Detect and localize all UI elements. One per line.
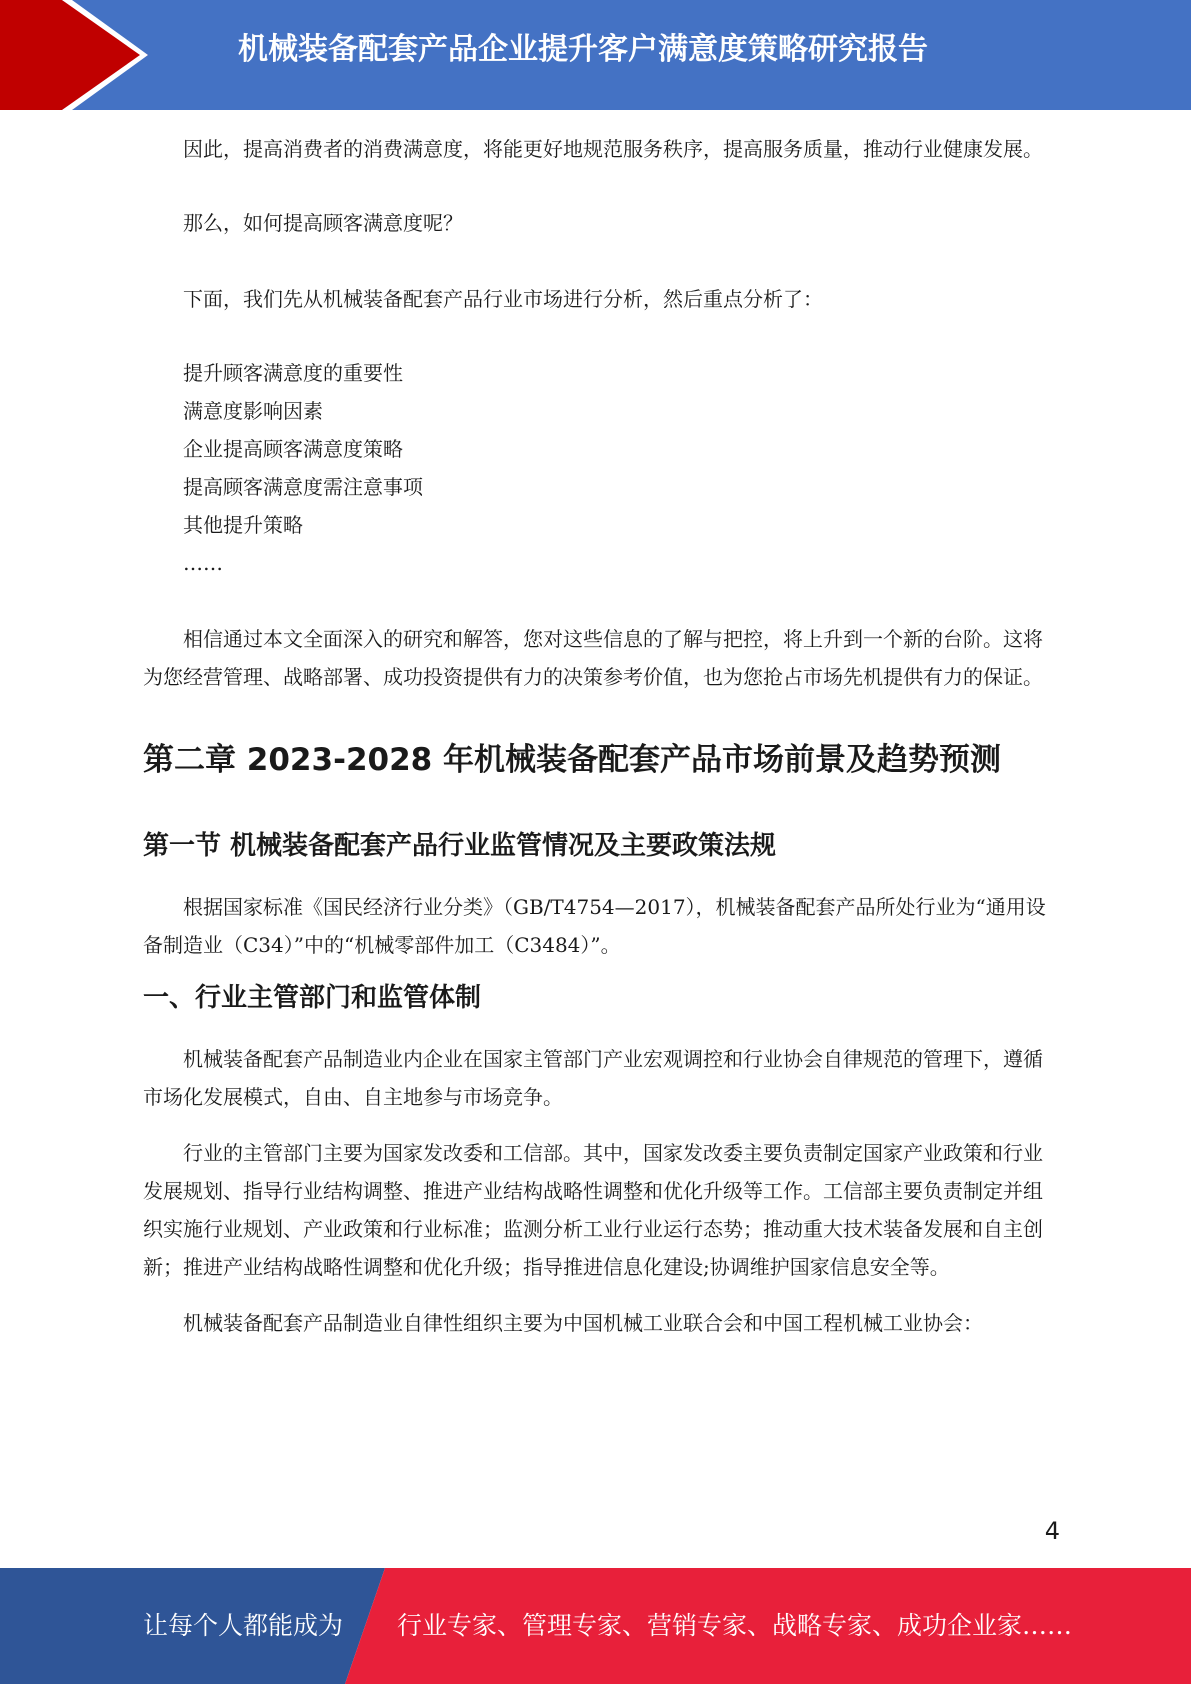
footer-slogan-right: 行业专家、管理专家、营销专家、战略专家、成功企业家……	[397, 1611, 1073, 1640]
page-footer	[0, 1568, 1191, 1684]
paragraph-classification: 根据国家标准《国民经济行业分类》（GB/T4754—2017），机械装备配套产品所处行业为“通用设备制造业（C34）”中的“机械零部件加工（C3484）”。	[143, 895, 1046, 957]
paragraph-question: 那么，如何提高顾客满意度呢？	[183, 211, 463, 235]
list-item: 提高顾客满意度需注意事项	[183, 475, 423, 499]
paragraph-analysis-lead: 下面，我们先从机械装备配套产品行业市场进行分析，然后重点分析了：	[183, 287, 823, 311]
subsection-title: 一、行业主管部门和监管体制	[143, 983, 482, 1013]
page-header	[0, 0, 1191, 110]
paragraph-regulators: 行业的主管部门主要为国家发改委和工信部。其中，国家发改委主要负责制定国家产业政策和行业发展规划、指导行业结构调整、推进产业结构战略性调整和优化升级等工作。工信部主要负责制定并组织实施行业规划、产业政策和行业标准；监测分析工业行业运行态势；推动重大技术装备发展和自主创新；推进产业结构战略性调整和优化升级；指导推进信息化建设;协调维护国家信息安全等。	[143, 1141, 1043, 1279]
list-item: 企业提高顾客满意度策略	[183, 437, 403, 461]
list-item: 满意度影响因素	[183, 399, 323, 423]
paragraph-intro: 因此，提高消费者的消费满意度，将能更好地规范服务秩序，提高服务质量，推动行业健康发展。	[183, 137, 1043, 161]
list-item: 其他提升策略	[183, 513, 303, 537]
list-item: 提升顾客满意度的重要性	[183, 361, 403, 385]
list-ellipsis: ……	[183, 551, 223, 575]
paragraph-associations: 机械装备配套产品制造业自律性组织主要为中国机械工业联合会和中国工程机械工业协会：	[183, 1311, 983, 1335]
topic-list	[143, 354, 1048, 544]
footer-slogan-left: 让每个人都能成为	[143, 1611, 344, 1640]
page-number: 4	[1044, 1517, 1060, 1545]
chapter-title: 第二章 2023-2028 年机械装备配套产品市场前景及趋势预测	[143, 742, 1002, 778]
section-title: 第一节 机械装备配套产品行业监管情况及主要政策法规	[143, 831, 777, 861]
paragraph-market: 机械装备配套产品制造业内企业在国家主管部门产业宏观调控和行业协会自律规范的管理下，遵循市场化发展模式，自由、自主地参与市场竞争。	[143, 1047, 1043, 1109]
header-title: 机械装备配套产品企业提升客户满意度策略研究报告	[238, 32, 928, 67]
document-body	[143, 130, 1048, 1342]
paragraph-conclusion: 相信通过本文全面深入的研究和解答，您对这些信息的了解与把控，将上升到一个新的台阶。这将为您经营管理、战略部署、成功投资提供有力的决策参考价值，也为您抢占市场先机提供有力的保证。	[143, 627, 1043, 689]
